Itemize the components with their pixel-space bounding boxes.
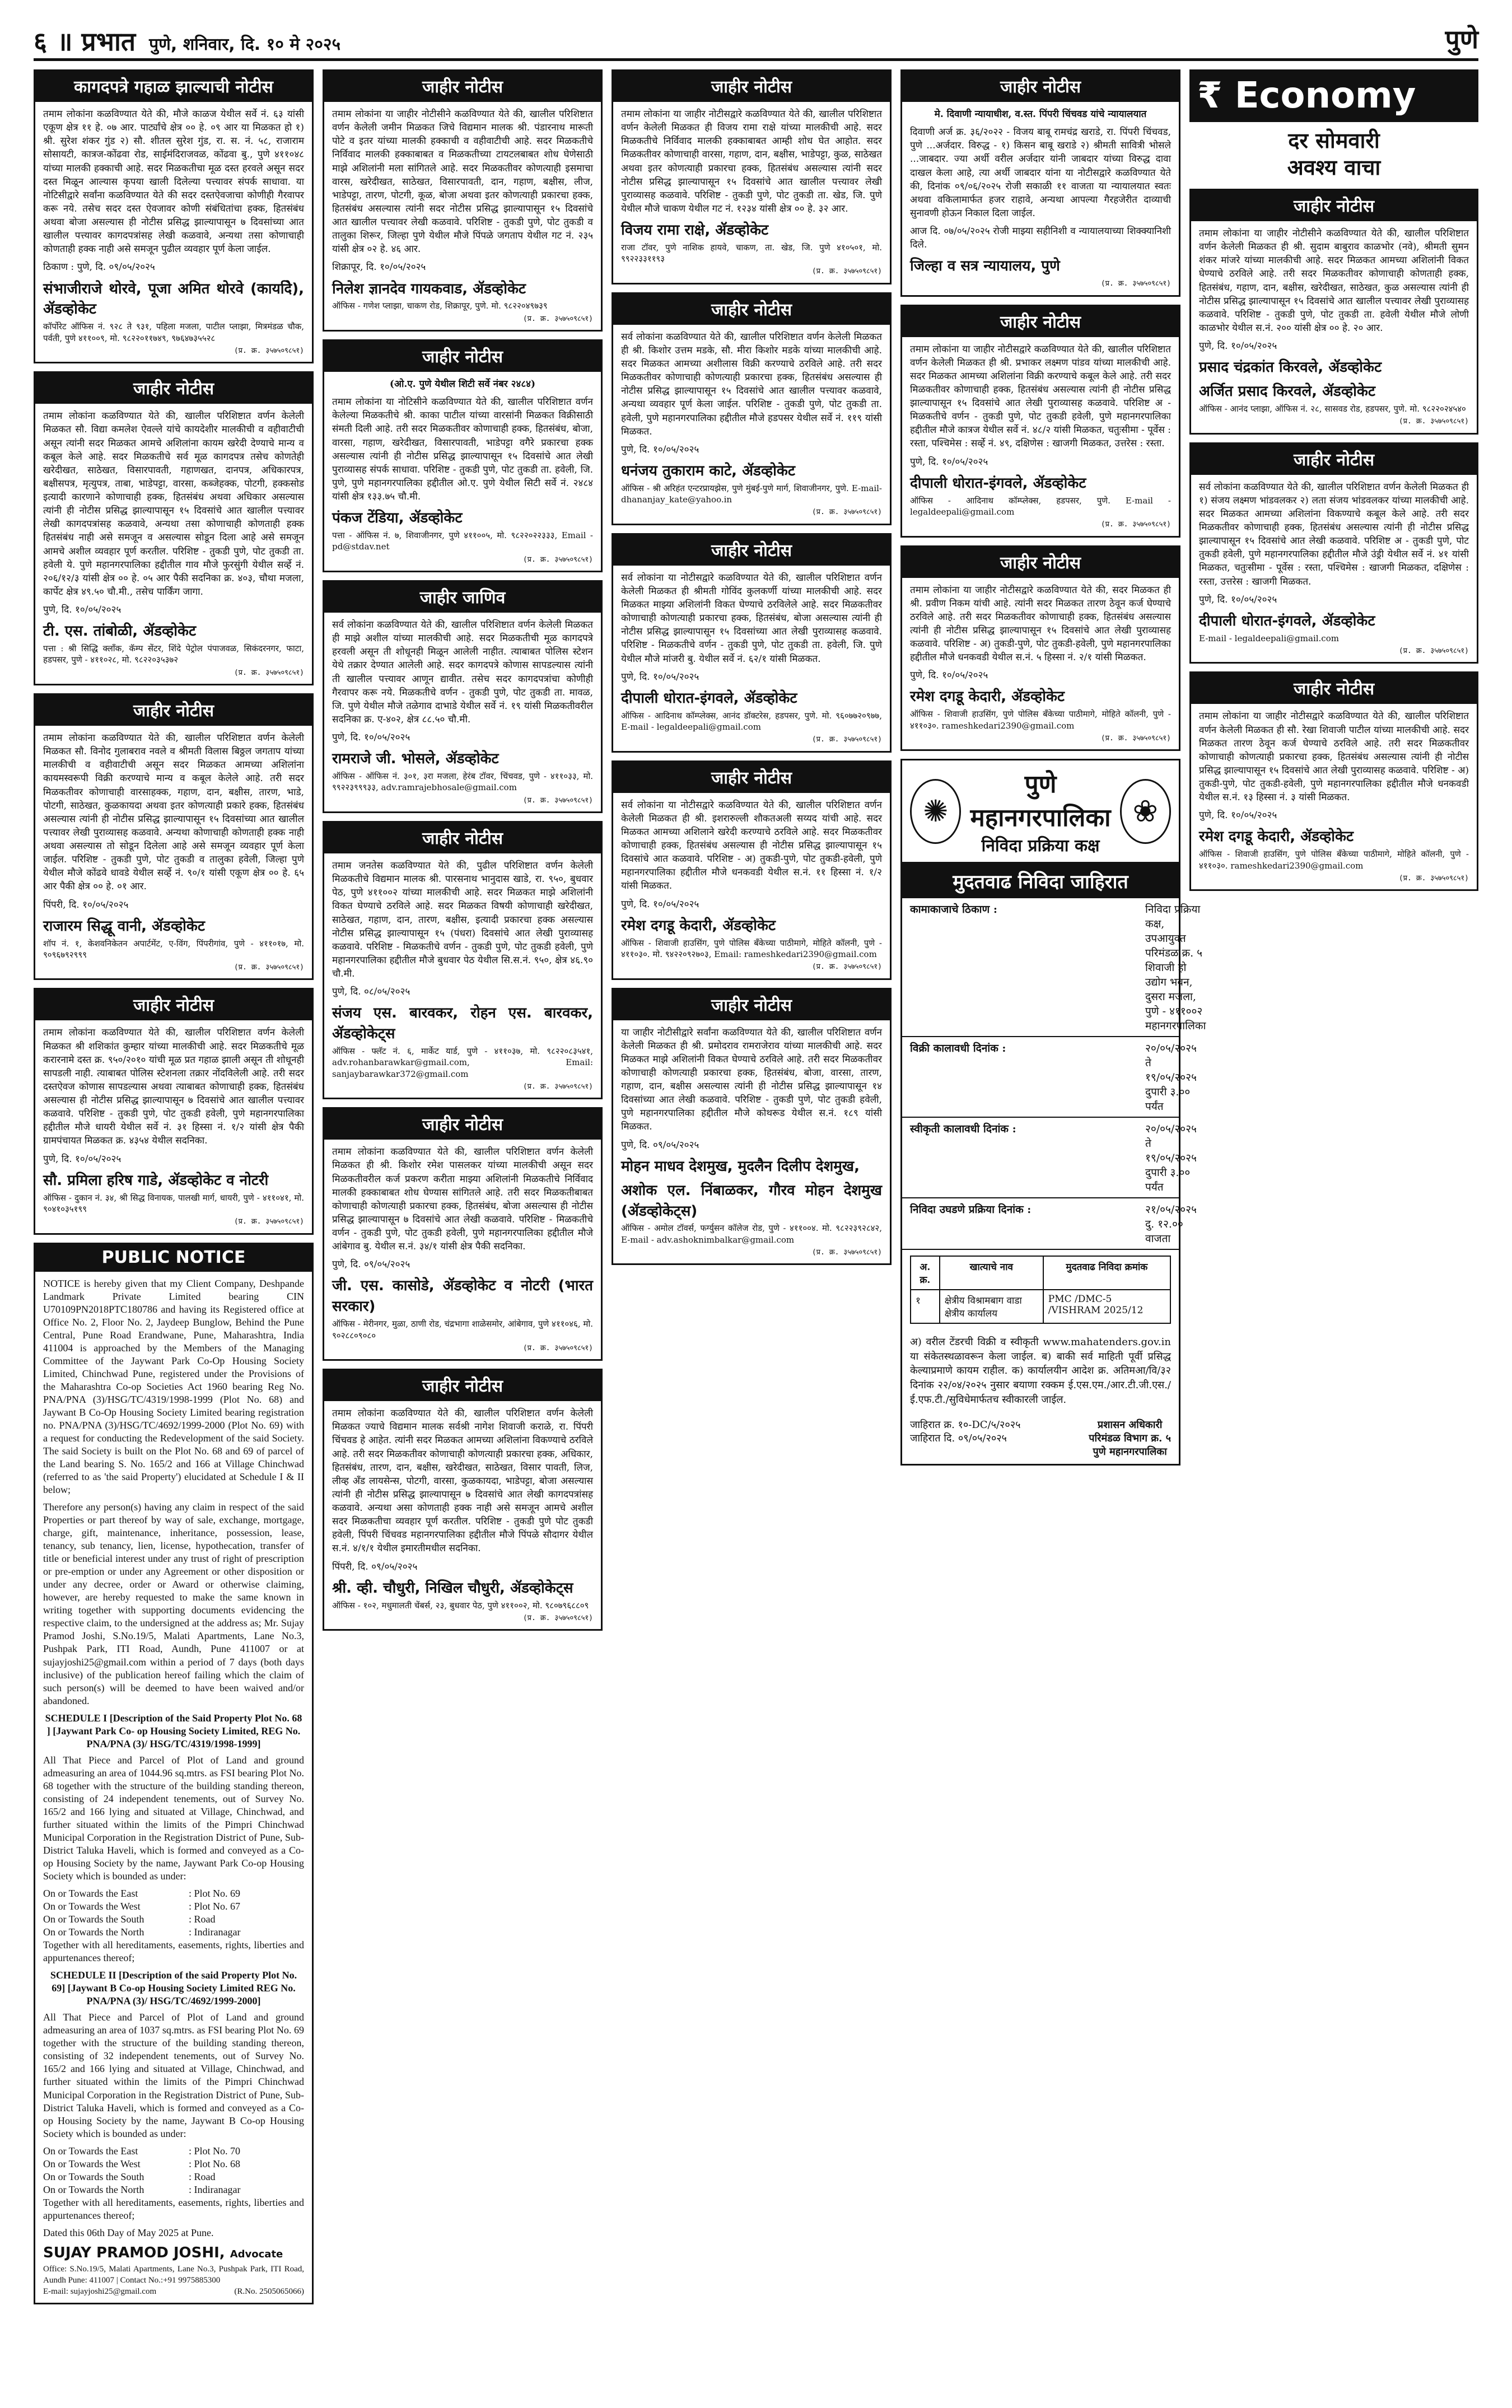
notice-heading: जाहीर नोटीस <box>324 1370 601 1401</box>
notice-address: ऑफिस - शिवाजी हाउसिंग, पुणे पोलिस बँकेच्या पाठीमागे, मोहिते कॉलनी, पुणे - ४११०३०. rameshkedari2390@gmail.com <box>1199 849 1469 871</box>
boundary-side: On or Towards the South <box>43 1914 144 1925</box>
notice-heading: जाहीर नोटीस <box>1191 190 1477 221</box>
notice-ref-number: (प्र. क्र. ३५७५०९८५१) <box>522 1613 593 1622</box>
section-city: पुणे <box>1445 24 1478 54</box>
notice-signatory: राजारम सिद्धू वानी, ॲडव्होकेट <box>43 917 205 935</box>
boundary-value: : Plot No. 68 <box>189 2158 241 2169</box>
boundary-value: : Road <box>189 2171 216 2182</box>
notice-address: पत्ता : श्री सिद्धि क्लॉंक, कॅम्प सेंटर, शिंदे पेट्रोल पंपाजवळ, सिकंदरनगर, फाटा, हडपसर, पुणे - ४११०२८, मो. ९८२२०३५३७२ <box>43 643 304 665</box>
notice-ref-number: (प्र. क्र. ३५७५०९८५१) <box>522 555 593 564</box>
boundary-row <box>43 1913 304 1926</box>
economy-promo-line1: दर सोमवारी <box>1288 128 1380 153</box>
notice-place-date: ठिकाण : पुणे, दि. ०९/०५/२०२५ <box>43 262 155 273</box>
public-notice-heading: PUBLIC NOTICE <box>35 1244 312 1272</box>
notice-body: सर्व लोकांना कळविण्यात येते की, खालील परिशिष्टात वर्णन केलेली मिळकत ही श्री. किशोर उत्तम मडके, सौ. मीरा किशोर मडके यांच्या मालकीची आहे. सदर मिळकत आमच्या अशीलास विक्री करण्याचे ठरविले आहे. तरी सदर मिळकतीवर कोणाचाही कोणत्याही प्रकारचा हक्क, हितसंबंध असल्यास ही नोटीस प्रसिद्ध झाल्यापासून १५ दिवसांचे आत खालील पत्त्यावर कळवावे, अन्यथा व्यवहार पूर्ण केला जाईल. परिशिष्ट - तुकडी पुणे, पोट तुकडी ता. हवेली, पुणे महानगरपालिका हद्दीतील मौजे हडपसर येथील सर्वे नं. ११९ यांसी मिळकत. <box>621 331 883 437</box>
tender-info-value: २०/०५/२०२५ ते १९/०५/२०२५ दुपारी ३.०० पर्यंत <box>1145 1123 1197 1194</box>
notice-signatory: दीपाली धोरात-इंगवले, ॲडव्होकेट <box>621 689 797 707</box>
boundary-side: On or Towards the East <box>43 1888 138 1900</box>
boundary-side: On or Towards the West <box>43 2158 141 2169</box>
notice-address: ऑफिस - १०२, मधुमालती चेंबर्स, २३, बुधवार पेठ, पुणे ४११००२, मो. ९८०७९६८८०९ <box>332 1600 589 1611</box>
legal-notice <box>1189 442 1478 664</box>
notice-signatory: निलेश ज्ञानदेव गायकवाड, ॲडव्होकेट <box>332 280 526 297</box>
notice-heading: जाहीर नोटीस <box>613 294 890 325</box>
legal-notice <box>34 988 314 1234</box>
tender-table-header-cell: खात्याचे नाव <box>940 1256 1043 1290</box>
notice-ref-number: (प्र. क्र. ३५७५०९८५१) <box>1398 417 1469 426</box>
notice-signatory: जी. एस. कासोडे, ॲडव्होकेट व नोटरी (भारत सरकार) <box>332 1277 593 1315</box>
legal-notice <box>323 1369 603 1631</box>
boundary-side: On or Towards the West <box>43 1901 141 1912</box>
tender-info-value: २१/०५/२०२५ दु. १२.०० वाजता <box>1145 1203 1197 1245</box>
notice-body-wrap <box>324 1140 601 1359</box>
notice-address: ऑफिस - फ्लॅट नं. ६, मार्केट यार्ड, पुणे - ४११०३७, मो. ९८२२०८३५४१, adv.rohanbarawkar@gmail.com, Email: sanjaybarawkar372@gmail.com <box>332 1046 593 1079</box>
notice-body-wrap <box>35 102 312 362</box>
pmc-emblem-icon: ✺ <box>910 779 961 844</box>
legal-notice <box>1189 189 1478 435</box>
notice-ref-number: (प्र. क्र. ३५७५०९८५१) <box>234 963 304 972</box>
notice-ref-number: (प्र. क्र. ३५७५०९८५१) <box>811 508 882 517</box>
tender-table-header-cell: अ. क्र. <box>911 1256 940 1290</box>
public-notice-body: NOTICE is hereby given that my Client Company, Deshpande Landmark Private Limited bearing CIN U70109PN2018PTC180786 and having its Registered office at Office No. 2, Floor No. 2, Jaydeep Bunglow, Behind the Pune Central, Pune Road Erandwane, Pune, Maharashtra, India 411004 is approached by the Members of the Managing Committee of the Jaywant Park Co-Op Housing Society Limited, Chinchwad Pune, registered under the Provisions of the Maharashtra Co-op Societies Act 1960 bearing Reg No. PNA/PNA (3)/HSG/TC/4319/1998-1999 (Plot No. 68) and Jaywant B Co-Op Housing Society Limited bearing registration no. PNA/PNA (3)/HSG/TC/4692/1999-2000 (Plot No. 69) with a request for conducting the Redevelopment of the said Society. The said Society is built on the Plot No. 68 and 69 of parcel of the Land bearing S. No. 165/2 and 166 at Village Chinchwad (referred to as 'the said Property') elucidated at Schedule I & II below; <box>43 1277 304 1496</box>
boundary-row <box>43 2171 304 2183</box>
notice-body-wrap <box>1191 475 1477 662</box>
notice-place-date: पुणे, दि. १०/०५/२०२५ <box>621 444 699 455</box>
notice-body-wrap <box>613 566 890 751</box>
boundary-row <box>43 2145 304 2158</box>
tender-table-wrap <box>902 1250 1179 1329</box>
notice-heading: जाहीर नोटीस <box>613 71 890 102</box>
column-5 <box>1189 69 1478 899</box>
notice-address: ऑफिस - शिवाजी हाउसिंग, पुणे पोलिस बँकेच्या पाठीमागे, मोहिते कॉलनी, पुणे - ४११०३०. मो. ९४२२०९२७०३, Email: rameshkedari2390@gmail.com <box>621 937 882 959</box>
tender-org-sub: निविदा प्रक्रिया कक्ष <box>981 836 1100 856</box>
public-notice-contact-row <box>43 2286 304 2297</box>
tender-ad-number: जाहिरात क्र. १०-DC/५/२०२५ जाहिरात दि. ०९/०५/२०२५ <box>910 1419 1021 1445</box>
tender-title: मुदतवाढ निविदा जाहिरात <box>902 864 1179 898</box>
page-number: ६ <box>34 26 47 57</box>
tender-info-row <box>902 1037 1197 1118</box>
public-notice <box>34 1243 314 2304</box>
boundary-value: : Plot No. 70 <box>189 2145 241 2157</box>
notice-signatory: संभाजीराजे थोरवे, पूजा अमित थोरवे (कायदेि), ॲडव्होकेट <box>43 280 304 318</box>
notice-body-wrap <box>613 325 890 524</box>
boundary-side: On or Towards the South <box>43 2171 144 2182</box>
notice-place-date: पुणे, दि. १०/०५/२०२५ <box>43 604 122 616</box>
notice-heading: जाहीर नोटीस <box>324 341 601 372</box>
tender-table-cell: १ <box>911 1290 940 1323</box>
notice-signatory: सौ. प्रमिला हरिष गाडे, ॲडव्होकेट व नोटरी <box>43 1172 269 1189</box>
masthead <box>34 22 1478 61</box>
tender-table-cell: PMC /DMC-5 /VISHRAM 2025/12 <box>1043 1290 1170 1323</box>
notice-signatory: दीपाली धोरात-इंगवले, ॲडव्होकेट <box>1199 612 1375 629</box>
schedule-2-body: All That Piece and Parcel of Plot of Land and ground admeasuring an area of 1037 sq.mtrs. as FSI bearing Plot No. 69 together with the structure of the building standing thereon, consisting of 32 independent tenements, out of Survey No. 165/2 and 166 lying and situated at Village, Chinchwad, and further situated within the limits of the Pimpri Chinchwad Municipal Corporation in the Registration District of Pune, Sub-District Taluka Haveli, which is formed and conveyed as a Co-op Housing Society by the name, Jaywant B Co-op Housing Society which is bounded as under: <box>43 2012 304 2139</box>
public-notice-ref: (R.No. 2505065066) <box>234 2286 304 2296</box>
boundary-side: On or Towards the East <box>43 2145 138 2157</box>
legal-notice <box>323 339 603 572</box>
notice-address: ऑफिस - मेरीनगर, मुळा, ठाणी रोड, चंद्रभागा शाळेसमोर, आंबेगाव, पुणे ४११०४६, मो. ९०२८८०९०८० <box>332 1319 593 1341</box>
notice-heading: जाहीर नोटीस <box>324 71 601 102</box>
pmc-seal-icon: ❀ <box>1120 779 1171 844</box>
masthead-title <box>34 24 136 58</box>
notice-heading: जाहीर नोटीस <box>35 373 312 404</box>
boundary-row <box>43 1887 304 1900</box>
tender-info-key: कामाकाजाचे ठिकाण : <box>910 903 997 916</box>
notice-place-date: पिंपरी, दि. १०/०५/२०२५ <box>43 899 129 911</box>
boundary-side: On or Towards the North <box>43 2183 144 2195</box>
notice-ref-number: (प्र. क्र. ३५७५०९८५१) <box>522 314 593 323</box>
notice-body-wrap <box>902 102 1179 295</box>
public-notice-body-2: Therefore any person(s) having any claim in respect of the said Properties or part thereof by way of sale, exchange, mortgage, charge, gift, maintenance, inheritance, possession, lease, tenancy, sub tenancy, lien, license, hypothecation, transfer of title or beneficial interest under any trust of right of prescription or pre-emption or under any Agreement or other disposition or under any decree, order or Award or otherwise claiming, however, are hereby requested to make the same known in writing together with supporting documents evidencing the respective claim, to the undersigned at the address as; Mr. Sujay Pramod Joshi, S.No.19/5, Malati Apartments, Lane No.3, Pushpak Park, ITI Road, Aundh, Pune 411007 or at sujayjoshi25@gmail.com within a period of 7 days (both days inclusive) of the publication hereof failing which the claim of such person(s) will be deemed to have been waived and/or abandoned. <box>43 1501 304 1706</box>
boundary-value: : Indiranagar <box>189 1926 241 1938</box>
column-1 <box>34 69 314 2312</box>
notice-place-date: पुणे, दि. ०९/०५/२०२५ <box>332 1259 410 1271</box>
notice-ref-number: (प्र. क्र. ३५७५०९८५१) <box>1398 646 1469 655</box>
notice-body: तमाम लोकांना या जाहीर नोटीसीने कळविण्यात येते की, खालील परिशिष्टात वर्णन केलेली जमीन मिळकत जिचे विद्यमान मालक श्री. पंडारनाथ मारूती पोटे व इतर यांच्या मालकी हक्काची व वहीवाटीची आहे. सदर मिळकतीचे निर्विवाद मालकी हक्काबाबत व मिळकतीच्या टायटलबाबत शोध घेणेसाठी माझे अशिलांनी मला सांगितले आहे. सदर मिळकतीवर कोणत्याही इसमाचा वारस, खरेदीखत, साठेखत, विसारपावती, दान, गहाण, बक्षीस, लीज, भाडेपट्टा, तारण, पोटगी, कूळ, बोजा अथवा इतर कोणत्याही प्रकारचा हक्क, हितसंबंध असल्यास त्यांनी सदर नोटीस प्रसिद्ध झाल्यापासून १५ दिवसांचे आत खालील पत्त्यावर लेखी कळवावे. परिशिष्ट - तुकडी पुणे, पोट तुकडी व तालुका शिरूर, जिल्हा पुणे येथील मौजे पिंपळे जगताप येथील गट नं. २३५ यांसी क्षेत्र ०२ हे. ४६ आर. <box>332 109 593 255</box>
notice-heading: जाहीर नोटीस <box>1191 444 1477 475</box>
notice-signatory: दीपाली धोरात-इंगवले, ॲडव्होकेट <box>910 474 1086 492</box>
rupee-icon: ₹ <box>1197 75 1222 116</box>
notice-subheading: मे. दिवाणी न्यायाधीश, व.स्त. पिंपरी चिंचवड यांचे न्यायालयात <box>934 109 1147 120</box>
notice-place-date: पुणे, दि. १०/०५/२०२५ <box>910 670 988 682</box>
tender-info-key: विक्री कालावधी दिनांक : <box>910 1042 1006 1055</box>
legal-notice <box>900 69 1180 297</box>
tender-info-row <box>902 1198 1197 1250</box>
notice-heading: जाहीर नोटीस <box>35 695 312 726</box>
notice-address: कॉर्पोरेट ऑफिस नं. ९२८ ते ९३१, पहिला मजला, पाटील प्लाझा, मित्रमंडळ चौक, पर्वती, पुणे ४११००९, मो. ९८२२०११७४९, ९७६४७३५५२८ <box>43 321 304 343</box>
column-3 <box>612 69 892 1273</box>
legal-notice <box>612 760 892 980</box>
legal-notice <box>900 305 1180 538</box>
notice-ref-number: (प्र. क्र. ३५७५०९८५१) <box>522 1343 593 1352</box>
notice-body: तमाम लोकांना या जाहीर नोटीसीने कळविण्यात येते की, खालील परिशिष्टात वर्णन केलेली मिळकत ही श्री. सुदाम बाबुराव काळभोर (नवे), श्रीमती सुमन शंकर मांजरे यांच्या मालकीची आहे. सदर मिळकत आमच्या अशिलांनी विकत घेण्याचे ठरविले आहे. तरी सदर मिळकतीवर कोणाचाही कोणताही हक्क, हितसंबंध, गहाण, दान, बक्षीस, खरेदीखत, साठेखत, कुळ असल्यास त्यांनी ही नोटीस प्रसिद्ध झाल्यापासून १५ दिवसांचे आत खालील पत्त्यावर लेखी पुराव्यासह कळवावे. परिशिष्ट - तुकडी पुणे, पोट तुकडी ता. हवेली येथील मौजे लोणी काळभोर येथील स.नं. २०० यांसी क्षेत्र ०० हे. २० आर. <box>1199 228 1469 334</box>
notice-heading: जाहीर नोटीस <box>613 535 890 566</box>
notice-body: दिवाणी अर्ज क्र. ३६/२०२२ - विजय बाबू रामचंद्र खराडे, रा. पिंपरी चिंचवड, पुणे ...अर्जदार. विरुद्ध - १) किसन बाबू खराडे २) श्रीमती सावित्री भोसले ...जाबदार. ज्या अर्थी वरील अर्जदार यांनी जाबदार यांच्या विरुद्ध दावा दाखल केला आहे, त्या अर्थी जाबदार यांना या नोटीसद्वारे कळविण्यात येते की, दिनांक ०९/०६/२०२५ रोजी सकाळी ११ वाजता या न्यायालयात स्वतः अथवा वकिलामार्फत हजर राहावे, अन्यथा आपल्या गैरहजेरीत दाव्याची सुनावणी होऊन निकाल दिला जाईल. <box>910 127 1171 219</box>
notice-signatory: जिल्हा व सत्र न्यायालय, पुणे <box>910 258 1060 275</box>
notice-signatory-2: अशोक एल. निंबाळकर, गौरव मोहन देशमुख (ॲडव्होकेट्स) <box>621 1182 882 1220</box>
boundary-row <box>43 2183 304 2196</box>
notice-subheading: (ओ.ए. पुणे येथील शिटी सर्वे नंबर २४८४) <box>389 379 536 390</box>
notice-body: तमाम लोकांना कळविण्यात येते की, खालील परिशिष्टात वर्णन केलेली मिळकत सौ. विनोद गुलाबराव नवले व श्रीमती विलास बिठ्ठल जगताप यांच्या मालकीची व वहीवाटीची असून सदर मिळकत आमच्या अशिलांना कायमस्वरूपी विक्री करण्याचे मान्य व कबूल केलेले आहे. तरी सदर मिळकतीवर कोणाचाही वारसाहक्क, गहाण, दान, बक्षीस, तारण, भाडे, पोटगी, साठेखत, कुळकायदा अथवा इतर कोणत्याही प्रकारे हक्क, हितसंबंध असल्यास त्यांनी ही नोटीस प्रसिद्ध झाल्यापासून १५ दिवसांच्या आत खालील पत्त्यावर लेखी पुराव्यासह कळवावे. अन्यथा कोणाचाही कोणताही हक्क नाही अथवा असल्यास तो सोडून दिलेला आहे असे समजून व्यवहार पूर्ण केला जाईल. परिशिष्ट - तुकडी पुणे, पोट तुकडी व तालुका हवेली, जिल्हा पुणे येथील मौजे कोंढवे धावडे येथील सर्व्हे नं. ९०/१ यांसी एकूण क्षेत्र ०० हे. ६५ आर पैकी क्षेत्र ०० हे. ०१ आर. <box>43 732 304 893</box>
notice-place-date: पुणे, दि. ०९/०५/२०२५ <box>621 1139 699 1151</box>
notice-body: तमाम जनतेस कळविण्यात येते की, पुढील परिशिष्टात वर्णन केलेली मिळकतीचे विद्यमान मालक श्री. पारसनाथ भानुदास खाडे, रा. ९५०, बुधवार पेठ, पुणे ४११००२ यांच्या मालकीची आहे. सदर मिळकत माझे अशिलांनी विकत घेण्याचे ठरविले आहे. सदर मिळकत विषयी कोणाचाही खरेदीखत, साठेखत, गहाण, दान, तारण, बक्षीस, इत्यादी प्रकारचा हक्क असल्यास नोटीस प्रसिद्ध झाल्यापासून १५ (पंधरा) दिवसांचे आत लेखी पुराव्यासह कळवावे. परिशिष्ट - मिळकतीचे वर्णन - तुकडी पुणे, पोट तुकडी हवेली, पुणे महानगरपालिका हद्दीतील मौजे बुधवार पेठ येथील सि.स.नं. ९५०, क्षेत्र ४६.९० चौ.मी. <box>332 860 593 980</box>
signatory-title: Advocate <box>230 2248 283 2260</box>
tender-notice <box>900 759 1206 1466</box>
notice-ref-number: (प्र. क्र. ३५७५०९८५१) <box>811 735 882 744</box>
notice-heading: जाहीर नोटीस <box>902 547 1179 578</box>
notice-ref-number: (प्र. क्र. ३५७५०९८५१) <box>522 1082 593 1091</box>
legal-notice <box>323 821 603 1099</box>
column-2 <box>323 69 603 1639</box>
legal-notice <box>323 1107 603 1361</box>
notice-body: तमाम लोकांना या जाहीर नोटीसद्वारे कळविण्यात येते की, खालील परिशिष्टात वर्णन केलेली मिळकत ही श्री. प्रभाकर लक्ष्मण पांडव यांच्या मालकीची आहे. सदर मिळकत आमच्या अशिलांना विक्री करण्याचे कबूल केले आहे. तरी सदर मिळकतीवर कोणाचाही हक्क, हितसंबंध असल्यास त्यांनी ही नोटीस प्रसिद्ध झाल्यापासून १५ दिवसांचे आत लेखी पुराव्यासह कळवावे. परिशिष्ट अ - मिळकतीचे वर्णन - तुकडी पुणे, पोट तुकडी हवेली, पुणे महानगरपालिका हद्दीतील मौजे कात्रज येथील सर्वे नं. ४८/२ यांसी मिळकत, चतुःसीमा - पूर्वेस : रस्ता, पश्चिमेस : सर्व्हे नं. ४९, दक्षिणेस : खाजगी मिळकत, उत्तरेस : रस्ता. <box>910 343 1171 450</box>
notice-body-wrap <box>324 853 601 1098</box>
notice-signatory: रमेश दगडू केदारी, ॲडव्होकेट <box>621 917 776 934</box>
notice-body-wrap <box>35 1020 312 1233</box>
schedule-2-title: SCHEDULE II [Description of the said Property Plot No. 69] [Jaywant B Co-op Housing Society Limited REG No. PNA/PNA (3)/ HSG/TC/4692/1999-2000] <box>50 1970 297 2007</box>
notice-address: ऑफिस - दुकान नं. ३४, श्री सिद्ध विनायक, पालखी मार्ग, धायरी, पुणे - ४११०४१, मो. ९०४१०३५१९९ <box>43 1192 304 1214</box>
notice-heading: जाहीर नोटीस <box>902 71 1179 102</box>
notice-signatory: टी. एस. तांबोळी, ॲडव्होकेट <box>43 623 197 640</box>
notice-heading: जाहीर नोटीस <box>613 990 890 1020</box>
notice-address: ऑफिस - शिवाजी हाउसिंग, पुणे पोलिस बँकेच्या पाठीमागे, मोहिते कॉलनी, पुणे - ४११०३०. rameshkedari2390@gmail.com <box>910 709 1171 731</box>
signatory-name: SUJAY PRAMOD JOSHI, <box>43 2244 225 2261</box>
notice-address: ऑफिस - आदिनाथ कॉम्प्लेक्स, हडपसर, पुणे. E-mail - legaldeepali@gmail.com <box>910 495 1171 517</box>
notice-ref-number: (प्र. क्र. ३५७५०९८५१) <box>234 668 304 677</box>
tender-org-title <box>970 766 1110 856</box>
notice-heading: जाहीर जाणिव <box>324 582 601 613</box>
economy-promo <box>1189 122 1478 189</box>
tender-info-value: निविदा प्रक्रिया कक्ष, उपआयुक्त परिमंडळ क्र. ५ शिवाजी हो उद्योग भवन, दुसरा मजला, पुणे - ४११००२ महानगरपालिका <box>1145 903 1206 1033</box>
notice-address: ऑफिस - आदिनाथ कॉम्प्लेक्स, आनंद डॉक्टरेस, हडपसर, पुणे. मो. ९६०७७२०९७७, E-mail - legaldeepali@gmail.com <box>621 710 882 732</box>
notice-place-date: पुणे, दि. १०/०५/२०२५ <box>1199 340 1277 352</box>
notice-body: तमाम लोकांना कळविण्यात येते की, खालील परिशिष्टात वर्णन केलेली मिळकत श्री शशिकांत कुम्हार यांच्या मालकीची आहे. सदर मिळकतीचे मूळ करारनामे दस्त क्र. ९५०/२०१० यांची मूळ प्रत गहाळ झाली असून ती शोधूनही सापडली नाही. त्याबाबत पोलिस स्टेशनला तक्रार नोंदविलेली आहे. तरी सदर दस्तऐवज कोणास सापडल्यास अथवा त्याबाबत कोणाचाही हक्क, हितसंबंध असल्यास ही नोटीस प्रसिद्ध झाल्यापासून ७ दिवसांचे आत खालील पत्त्यावर कळवावे. परिशिष्ट - तुकडी पुणे, पोट तुकडी हवेली, पुणे महानगरपालिका हद्दीतील मौजे धायरी येथील सर्वे नं. ३१ हिस्सा नं. १/२ यांसी क्षेत्र पैकी ग्रामपंचायत मिळकत क्र. ४३५४ येथील सदनिका. <box>43 1027 304 1147</box>
notice-body-wrap <box>324 102 601 330</box>
tender-table-header <box>911 1256 1170 1290</box>
notice-place-date: आज दि. ०७/०५/२०२५ रोजी माझ्या सहीनिशी व न्यायालयाच्या शिक्क्यानिशी दिले. <box>910 226 1171 251</box>
notice-signatory: रमेश दगडू केदारी, ॲडव्होकेट <box>910 688 1065 706</box>
schedule-1-title: SCHEDULE I [Description of the Said Property Plot No. 68 ] [Jaywant Park Co- op Housing Society Limited, REG No. PNA/PNA (3)/ HSG/TC/4319/1998-1999] <box>45 1712 302 1749</box>
notice-body: सर्व लोकांना कळविण्यात येते की, खालील परिशिष्टात वर्णन केलेली मिळकत ही माझे अशील यांच्या मालकीची आहे. सदर मिळकतीची मूळ कागदपत्रे हरवली असून ती शोधूनही मिळून आलेली नाहीत. त्याबाबत पोलिस स्टेशन येथे तक्रार देण्यात आलेली आहे. सदर कागदपत्रे कोणास सापडल्यास त्यांनी ती खालील पत्त्यावर आणून द्यावीत. तसेच सदर कागदपत्रांचा कोणीही गैरवापर करू नये. मिळकतीचे वर्णन - तुकडी पुणे, पोट तुकडी ता. मावळ, जि. पुणे येथील मौजे तळेगाव दाभाडे येथील सर्वे नं. १९ यांसी मिळकतीवरील सदनिका क्र. ए-४०२, क्षेत्र ८८.५० चौ.मी. <box>332 619 593 725</box>
notice-body-wrap <box>324 1401 601 1629</box>
boundary-side: On or Towards the North <box>43 1926 144 1938</box>
economy-promo-line2: अवश्य वाचा <box>1287 155 1381 180</box>
notice-body: तमाम लोकांना या जाहीर नोटीसद्वारे कळविण्यात येते की, खालील परिशिष्टात वर्णन केलेली मिळकत ही विजय रामा राक्षे यांच्या मालकीची आहे. सदर मिळकतीचे निर्विवाद मालकी हक्काबाबत आम्ही शोध घेत आहोत. सदर मिळकतीवर कोणाचाही वारसा, गहाण, दान, बक्षीस, भाडेपट्टा, कुळ, साठेखत अथवा इतर कोणत्याही प्रकारचा हक्क, हितसंबंध असल्यास त्यांनी सदर नोटीस प्रसिद्ध झाल्यापासून १५ दिवसांचे आत खालील पत्त्यावर लेखी पुराव्यासह कळवावे. परिशिष्ट - तुकडी पुणे, पोट तुकडी ता. खेड, जि. पुणे येथील मौजे चाकण येथील गट नं. १२३४ यांसी क्षेत्र ०० हे. ३२ आर. <box>621 109 882 214</box>
notice-body: सर्व लोकांना या नोटीसद्वारे कळविण्यात येते की, खालील परिशिष्टात वर्णन केलेली मिळकत ही श्रीमती गोविंद कुलकर्णी यांच्या मालकीची आहे. सदर मिळकत माझ्या अशिलांनी विकत घेण्याचे ठरविलेले आहे. सदर मिळकतीवर कोणाचाही कोणत्याही प्रकारचा हक्क, हितसंबंध, बोजा असल्यास त्यांनी ही नोटीस प्रसिद्ध झाल्यापासून १५ दिवसांच्या आत लेखी पुराव्यासह कळवावे. परिशिष्ट - मिळकतीचे वर्णन - तुकडी पुणे, पोट तुकडी ता. हवेली, जि. पुणे येथील मौजे मांजरी बु. येथील सर्वे नं. ६२/१ यांसी मिळकत. <box>621 572 882 665</box>
notice-heading: जाहीर नोटीस <box>613 762 890 793</box>
notice-signatory: विजय रामा राक्षे, ॲडव्होकेट <box>621 222 769 239</box>
notice-ref-number: (प्र. क्र. ३५७५०९८५१) <box>522 796 593 805</box>
boundary-row <box>43 2158 304 2171</box>
notice-body: तमाम लोकांना या जाहीर नोटीसद्वारे कळविण्यात येते की, खालील परिशिष्टात वर्णन केलेली मिळकत ही सौ. रेखा शिवाजी पाटील यांच्या मालकीची आहे. सदर मिळकत तारण ठेवून कर्ज घेण्याचे ठरविले आहे. तरी सदर मिळकतीवर कोणाचाही कोणत्याही प्रकारचा हक्क, हितसंबंध असल्यास त्यांनी ही नोटीस प्रसिद्ध झाल्यापासून १५ दिवसांचे आत लेखी पुराव्यासह कळवावे. परिशिष्ट - अ) तुकडी-पुणे, पोट तुकडी-हवेली, पुणे महानगरपालिका हद्दीतील मौजे धनकवडी येथील स.नं. १३ हिस्सा नं. ३ यांसी मिळकत. <box>1199 711 1469 804</box>
notice-place-date: पुणे, दि. १०/०५/२०२५ <box>1199 810 1277 822</box>
public-notice-dated: Dated this 06th Day of May 2025 at Pune. <box>43 2227 214 2238</box>
notice-address: ऑफिस - गणेश प्लाझा, चाकण रोड, शिक्रापूर, पुणे. मो. ९८२२०४९७३९ <box>332 301 548 311</box>
notice-signatory: प्रसाद चंद्रकांत किरवले, ॲडव्होकेट <box>1199 359 1382 376</box>
tender-info-value: २०/०५/२०२५ ते १९/०५/२०२५ दुपारी ३.०० पर्यंत <box>1145 1042 1197 1113</box>
notice-signatory: संजय एस. बारवकर, रोहन एस. बारवकर, ॲडव्होकेट्स <box>332 1005 593 1043</box>
legal-notice <box>323 580 603 813</box>
schedule-2-tail: Together with all hereditaments, easements, rights, liberties and appurtenances thereof; <box>43 2196 304 2221</box>
notice-signatory: रामराजे जी. भोसले, ॲडव्होकेट <box>332 750 499 768</box>
notice-ref-number: (प्र. क्र. ३५७५०९८५१) <box>1398 874 1469 883</box>
notice-body-wrap <box>902 337 1179 536</box>
notice-address: ऑफिस - श्री अरिहंत एन्टरप्रायझेस, पुणे मुंबई-पुणे मार्ग, शिवाजीनगर, पुणे. E-mail- dhananjay_kate@yahoo.in <box>621 483 882 505</box>
notice-heading: जाहीर नोटीस <box>324 1109 601 1140</box>
legal-notice <box>323 69 603 332</box>
notice-signatory: श्री. व्ही. चौधुरी, निखिल चौधुरी, ॲडव्होकेट्स <box>332 1579 573 1597</box>
notice-place-date: पुणे, दि. १०/०५/२०२५ <box>621 898 699 910</box>
column-4 <box>900 69 1206 1473</box>
notice-body: तमाम लोकांना कळविण्यात येते की, खालील परिशिष्टात वर्णन केलेली मिळकत ही श्री. किशोर रमेश पासलकर यांच्या मालकीची असून सदर मिळकतीवरील कर्ज प्रकरण करीता माझ्या अशिलांनी मिळकतीचे निर्विवाद मालकी हक्काबाबत शोध घेण्यास सांगितले आहे. तरी सदर मिळकतीबाबत कोणाचाही कोणत्याही प्रकारचा हक्क, हितसंबंध, बोजा असल्यास ही नोटीस प्रसिद्ध झाल्यापासून ७ दिवसांचे आत लेखी कळवावे. परिशिष्ट - मिळकतीचे वर्णन - तुकडी पुणे, पोट तुकडी हवेली, पुणे महानगरपालिका हद्दीतील मौजे आंबेगाव बु. येथील स.नं. ३४/१ यांसी क्षेत्र पैकी सदनिका. <box>332 1146 593 1253</box>
notice-address: ऑफिस - अमोल टॉवर्स, फर्ग्युसन कॉलेज रोड, पुणे - ४११००४. मो. ९८२२३९२८४२, E-mail - adv.ashoknimbalkar@gmail.com <box>621 1223 882 1245</box>
public-notice-email: E-mail: sujayjoshi25@gmail.com <box>43 2286 157 2296</box>
public-notice-body-wrap <box>35 1272 312 2303</box>
notice-signatory: पंकज टेंडिया, ॲडव्होकेट <box>332 510 463 527</box>
notice-body: तमाम लोकांना कळविण्यात येते की, खालील परिशिष्टात वर्णन केलेली मिळकत ज्याचे विद्यमान मालक सर्वश्री नागेश शिवाजी कराळे, रा. पिंपरी चिंचवड हे आहेत. त्यांनी सदर मिळकत आमच्या अशिलांना विकण्याचे ठरविले आहे. तरी सदर मिळकतीवर कोणाचाही कोणत्याही प्रकारचा हक्क, अधिकार, हितसंबंध, तारण, दान, बक्षीस, खरेदीखत, साठेखत, विसार पावती, लिज, लीव्ह अँड लायसेन्स, पोटगी, वारसा, कुळकायदा, भाडेपट्टा, बोजा असल्यास त्यांनी ही नोटीस प्रसिद्ध झाल्यापासून ७ दिवसांचे आत लेखी कागदपत्रांसह कळवावे. अन्यथा असा कोणताही हक्क नाही असे समजून आमचे अशील सदर मिळकतीचा व्यवहार पूर्ण करतील. परिशिष्ट - तुकडी पुणे पोट तुकडी हवेली, पिंपरी चिंचवड महानगरपालिका हद्दीतील मौजे पिंपळे सौदागर येथील स.नं. ४/१/१ येथील इमारतीमधील सदनिका. <box>332 1408 593 1555</box>
notice-signatory: मोहन माधव देशमुख, मुदलैन दिलीप देशमुख, <box>621 1158 860 1175</box>
notice-body-wrap <box>613 102 890 283</box>
economy-banner <box>1189 69 1478 122</box>
notice-body: तमाम लोकांना या नोटिसीने कळविण्यात येते की, खालील परिशिष्टात वर्णन केलेल्या मिळकतीचे श्री. काका पाटील यांच्या वारसांनी मिळकत विक्रीसाठी संमती दिली आहे. तरी सदर मिळकतीवर कोणाचाही हक्क, हितसंबंध, बोजा, वारसा, गहाण, खरेदीखत, विसारपावती, भाडेपट्टा वगैरे प्रकारचा हक्क असल्यास त्यांनी ही नोटीस प्रसिद्ध झाल्यापासून १५ दिवसांचे आत लेखी पुराव्यासह संपर्क साधावा. परिशिष्ट - तुकडी पुणे, पोट तुकडी ता. हवेली, जि. पुणे, पुणे महानगरपालिका हद्दीतील ओ.ए. पुणे येथील सिटी सर्वे नं. २४८४ यांसी क्षेत्र १३३.७५ चौ.मी. <box>332 396 593 503</box>
notice-body: या जाहीर नोटीसीद्वारे सर्वांना कळविण्यात येते की, खालील परिशिष्टात वर्णन केलेली मिळकत ही श्री. प्रमोदराव रामराजेराव यांच्या मालकीची आहे. सदर मिळकत माझे अशिलांनी विकत घेण्याचे ठरविले आहे. तरी सदर मिळकतीवर कोणाचाही कोणत्याही प्रकारचा हक्क, हितसंबंध, बोजा, वारसा, तारण, गहाण, दान, बक्षीस असल्यास त्यांनी ही नोटीस प्रसिद्ध झाल्यापासून १४ दिवसांच्या आत लेखी कळवावे. परिशिष्ट - तुकडी पुणे, पोट तुकडी हवेली, पुणे महानगरपालिका हद्दीतील मौजे कोथरूड येथील स.नं. १८९ यांसी मिळकत. <box>621 1026 882 1133</box>
tender-table-header-cell: मुदतवाढ निविदा क्रमांक <box>1043 1256 1170 1290</box>
notice-address: शॉप नं. १, केशवनिकेतन अपार्टमेंट, ए-विंग, पिंपरीगांव, पुणे - ४११०१७, मो. ९०९६७९२९९९ <box>43 938 304 960</box>
tender-info-row <box>902 1118 1197 1198</box>
notice-body-wrap <box>1191 221 1477 433</box>
newspaper-logo: ॥ प्रभात <box>57 26 136 57</box>
notice-body: तमाम लोकांना कळविण्यात येते की, खालील परिशिष्टात वर्णन केलेली मिळकत सौ. विद्या कमलेश ऐवल्ले यांचे कायदेशीर मालकीची व वहीवाटीची असून त्यांनी सदर मिळकत आमचे अशिलांना कायम खरेदी देण्याचे मान्य व कबूल केले आहे. सदर मिळकतीचे सर्व मूळ कागदपत्र तसेच कोणतेही खरेदीखत, साठेखत, विसारपावती, गहाणखत, दानपत्र, अधिकारपत्र, बक्षीसपत्र, मृत्युपत्र, ताबा, भाडेपट्टा, वारसा, कब्जेहक्क, पोटगी, हक्कसोड इत्यादी कारणाने कोणाचाही हक्क, हितसंबंध अथवा अधिकार असल्यास त्यांनी ही नोटीस प्रसिद्ध झाल्यापासून १५ दिवसांचे आत खालील पत्त्यावर लेखी कागदपत्रांसह कळवावे, अन्यथा तसा कोणाचाही कोणताही हक्क हितसंबंध नाही असे समजून व असल्यास सोडून दिला आहे असे समजून आमचे अशील व्यवहार पूर्ण करतील. परिशिष्ट - तुकडी पुणे, पोट तुकडी ता. हवेली ये. पुणे महानगरपालिका हद्दीतील गाव मौजे फुरसुंगी येथील सर्व्हे नं. २०६/१२/३ यांसी क्षेत्र ०० हे. ०५ आर पैकी सदनिका क्र. ४०३, चौथा मजला, कार्पेट क्षेत्र ४९.५० चौ.मी., तसेच पार्किंग जागा. <box>43 410 304 598</box>
tender-header <box>902 760 1179 864</box>
notice-ref-number: (प्र. क्र. ३५७५०९८५१) <box>811 963 882 972</box>
notice-place-date: पुणे, दि. १०/०५/२०२५ <box>910 456 988 468</box>
notice-body-wrap <box>35 404 312 684</box>
legal-notice <box>1189 671 1478 891</box>
legal-notice <box>612 69 892 284</box>
public-notice-signatory <box>43 2244 304 2262</box>
notice-ref-number: (प्र. क्र. ३५७५०९८५१) <box>1100 520 1171 529</box>
notice-address: ऑफिस - आनंद प्लाझा, ऑफिस नं. २८, सासवड रोड, हडपसर, पुणे. मो. ९८२२०२४५४० <box>1199 403 1466 414</box>
notice-place-date: शिक्रापूर, दि. १०/०५/२०२५ <box>332 262 426 273</box>
notice-address: पत्ता - ऑफिस नं. ७, शिवाजीनगर, पुणे ४११००५, मो. ९८२२०२२३३३, Email - pd@stdav.net <box>332 530 593 552</box>
notice-heading: जाहीर नोटीस <box>1191 673 1477 704</box>
notice-ref-number: (प्र. क्र. ३५७५०९८५१) <box>1100 279 1171 288</box>
tender-notes: अ) वरील टेंडरची विक्री व स्वीकृती www.mahatenders.gov.in या संकेतस्थळावरून केला जाईल. ब) बाकी सर्व माहिती पूर्वी प्रसिद्ध केल्याप्रमाणे कायम राहील. क) कार्यालयीन आदेश क्र. अतिमआ/वि/३२ दिनांक २२/०४/२०२५ नुसार बयाणा रक्कम ई.एस.एम./आर.टी.जी.एस./ई.एफ.टी./सुविधेमार्फतच स्वीकारली जाईल. <box>910 1336 1171 1406</box>
legal-notice <box>34 69 314 363</box>
notice-place-date: पुणे, दि. १०/०५/२०२५ <box>43 1153 122 1165</box>
notice-body-wrap <box>324 372 601 571</box>
legal-notice <box>612 533 892 753</box>
notice-body-wrap <box>324 613 601 811</box>
legal-notice <box>612 292 892 525</box>
tender-table-cell: क्षेत्रीय विश्रामबाग वाडा क्षेत्रीय कार्यालय <box>940 1290 1043 1323</box>
notice-body-wrap <box>613 793 890 978</box>
boundary-row <box>43 1926 304 1939</box>
notice-body-wrap <box>35 726 312 978</box>
notice-address: E-mail - legaldeepali@gmail.com <box>1199 633 1339 643</box>
notice-ref-number: (प्र. क्र. ३५७५०९८५१) <box>234 346 304 355</box>
notice-address: ऑफिस - ऑफिस नं. ३०१, ३रा मजला, हेरंब टॉवर, चिंचवड, पुणे - ४११०३३, मो. ९९२२३९९९३३, adv.ramrajebhosale@gmail.com <box>332 771 593 793</box>
boundary-row <box>43 1900 304 1913</box>
legal-notice <box>900 545 1180 752</box>
notice-body: सर्व लोकांना या नोटीसद्वारे कळविण्यात येते की, खालील परिशिष्टात वर्णन केलेली मिळकत ही श्री. इशरारुल्ली शौकतअली सय्यद यांची आहे. सदर मिळकत आमच्या अशिलाने खरेदी करण्याचे ठरविले आहे. सदर मिळकतीवर कोणाचाही हक्क, हितसंबंध असल्यास ही नोटीस प्रसिद्ध झाल्यापासून १५ दिवसांचे आत कळवावे. परिशिष्ट - अ) तुकडी-पुणे, पोट तुकडी-हवेली, पुणे महानगरपालिका हद्दीतील मौजे धनकवडी येथील स.नं. ११ हिस्सा नं. १/२ यांसी मिळकत. <box>621 799 882 892</box>
notice-address: राजा टॉवर, पुणे नाशिक हायवे, चाकण, ता. खेड, जि. पुणे ४१०५०१, मो. ९९२२३३११९३ <box>621 242 882 264</box>
notice-ref-number: (प्र. क्र. ३५७५०९८५१) <box>1100 734 1171 743</box>
tender-info-key: निविदा उघडणे प्रक्रिया दिनांक : <box>910 1203 1032 1216</box>
notice-body: सर्व लोकांना कळविण्यात येते की, खालील परिशिष्टात वर्णन केलेली मिळकत ही १) संजय लक्ष्मण भांडवलकर २) लता संजय भांडवलकर यांच्या मालकीची आहे. सदर मिळकत आमच्या अशिलांना विकण्याचे कबूल केले आहे. तरी सदर मिळकतीवर कोणाचाही हक्क, हितसंबंध असल्यास त्यांनी ही नोटीस प्रसिद्ध झाल्यापासून १५ दिवसांचे आत लेखी कळवावे. परिशिष्ट अ - तुकडी पुणे, पोट तुकडी हवेली, पुणे महानगरपालिका हद्दीतील मौजे उंड्री येथील सर्वे नं. ४१ यांसी मिळकत, चतुःसीमा - पूर्वेस : रस्ता, पश्चिमेस : खाजगी मिळकत, दक्षिणेस : रस्ता, उत्तरेस : खाजगी मिळकत. <box>1199 481 1469 587</box>
boundary-value: : Plot No. 67 <box>189 1901 241 1912</box>
notice-place-date: पुणे, दि. १०/०५/२०२५ <box>1199 594 1277 605</box>
tender-info-key: स्वीकृती कालावधी दिनांक : <box>910 1123 1016 1136</box>
notice-ref-number: (प्र. क्र. ३५७५०९८५१) <box>811 267 882 276</box>
notice-heading: जाहीर नोटीस <box>35 990 312 1020</box>
notice-heading: जाहीर नोटीस <box>902 306 1179 337</box>
notice-body: तमाम लोकांना या जाहीर नोटीसद्वारे कळविण्यात येते की, सदर मिळकत ही श्री. प्रवीण निकम यांची आहे. त्यांनी सदर मिळकत तारण ठेवून कर्ज घेण्याचे ठरविले आहे. तरी सदर मिळकतीवर कोणाचाही हक्क, हितसंबंध असल्यास त्यांनी ही नोटीस प्रसिद्ध झाल्यापासून १५ दिवसांचे आत लेखी पुराव्यासह कळवावे. परिशिष्ट - अ) तुकडी-पुणे, पोट तुकडी-हवेली, पुणे महानगरपालिका हद्दीतील मौजे धनकवडी येथील स.नं. ५ हिस्सा नं. २/१ यांसी मिळकत. <box>910 584 1171 664</box>
notice-heading: जाहीर नोटीस <box>324 823 601 853</box>
notice-body-wrap <box>613 1020 890 1264</box>
notice-signatory-2: अर्जित प्रसाद किरवले, ॲडव्होकेट <box>1199 383 1375 400</box>
notice-signatory: रमेश दगडू केदारी, ॲडव्होकेट <box>1199 828 1354 846</box>
tender-signatory: प्रशासन अधिकारी परिमंडळ विभाग क्र. ५ पुणे महानगरपालिका <box>1089 1419 1171 1458</box>
notice-signatory: धनंजय तुकाराम काटे, ॲडव्होकेट <box>621 462 795 479</box>
notice-place-date: पुणे, दि. १०/०५/२०२५ <box>621 671 699 683</box>
notice-body: तमाम लोकांना कळविण्यात येते की, मौजे काळज येथील सर्वे नं. ६३ यांसी एकूण क्षेत्र ११ हे. ०७ आर. पार्ट्यांचे क्षेत्र ०० हे. ०९ आर या मिळकत हो १) श्री. सुरेश शंकर गुंड २) सौ. शीतल सुरेश गुंड, रा. स. नं. ५८, राजाराम सोसायटी, कात्रज-कोंढवा रोड, साईमंदिराजवळ, कोंढवा बु., पुणे ४११०४८ यांच्या मालकी हक्काची आहे. सदर मिळकतीचा मूळ दस्त हरवले असून सदर दस्त मिळून आल्यास कृपया खाली दिलेल्या पत्त्यावर संपर्क साधावा. या नोटिसीद्वारे सर्वांना कळविण्यात येते की सदर दस्तऐवजाचा कोणीही गैरवापर करू नये. तसेच सदर दस्त ऐवजावर कोणी संबंधितांचा हक्क, हितसंबंध अथवा बोजा असल्यास ही नोटीस प्रसिद्ध झाल्यापासून ७ दिवसांच्या आत खालील पत्त्यावर कागदपत्रांसह लेखी कळवावे, अन्यथा तसा कोणाचाही कोणताही हक्क नाही असे समजून पुढील व्यवहार पूर्ण केला जाईल. <box>43 109 304 255</box>
newspaper-page <box>34 22 1478 2386</box>
schedule-1-tail: Together with all hereditaments, easements, rights, liberties and appurtenances thereof; <box>43 1939 304 1964</box>
table-row <box>911 1290 1170 1323</box>
notice-body-wrap <box>902 578 1179 750</box>
tender-info-row <box>902 898 1206 1037</box>
boundary-value: : Indiranagar <box>189 2183 241 2195</box>
legal-notice <box>34 693 314 980</box>
public-notice-address: Office: S.No.19/5, Malati Apartments, Lane No.3, Pushpak Park, ITI Road, Aundh Pune: 411007 | Contact No.:+91 9975885300 <box>43 2265 304 2285</box>
tender-table <box>910 1256 1171 1324</box>
legal-notice <box>34 371 314 685</box>
boundary-value: : Plot No. 69 <box>189 1888 241 1900</box>
dateline: पुणे, शनिवार, दि. १० मे २०२५ <box>149 35 341 54</box>
notice-place-date: पुणे, दि. १०/०५/२०२५ <box>332 732 410 744</box>
boundary-value: : Road <box>189 1914 216 1925</box>
notice-body-wrap <box>1191 704 1477 889</box>
tender-org-name: पुणे महानगरपालिका <box>970 770 1111 833</box>
legal-notice <box>612 988 892 1266</box>
notice-ref-number: (प्र. क्र. ३५७५०९८५१) <box>811 1248 882 1257</box>
tender-footer <box>902 1412 1179 1464</box>
schedule-1-body: All That Piece and Parcel of Plot of Land and ground admeasuring an area of 1044.96 sq.mtrs. as FSI bearing Plot No. 68 together with the structure of the building standing thereon, consisting of 24 independent tenements, out of Survey No. 165/2 and 166 lying and situated at Village, Chinchwad, and further situated within the limits of the Pimpri Chinchwad Municipal Corporation in the Registration District of Pune, Sub-District Taluka Haveli, which is formed and conveyed as a Co-op Housing Society by the name, Jaywant Park Co-op Housing Society which is bounded as under: <box>43 1754 304 1882</box>
notice-ref-number: (प्र. क्र. ३५७५०९८५१) <box>234 1217 304 1226</box>
notice-heading: कागदपत्रे गहाळ झाल्याची नोटीस <box>35 71 312 102</box>
notice-place-date: पिंपरी, दि. ०९/०५/२०२५ <box>332 1561 418 1572</box>
notice-place-date: पुणे, दि. ०८/०५/२०२५ <box>332 986 410 998</box>
economy-label: Economy <box>1234 75 1416 116</box>
